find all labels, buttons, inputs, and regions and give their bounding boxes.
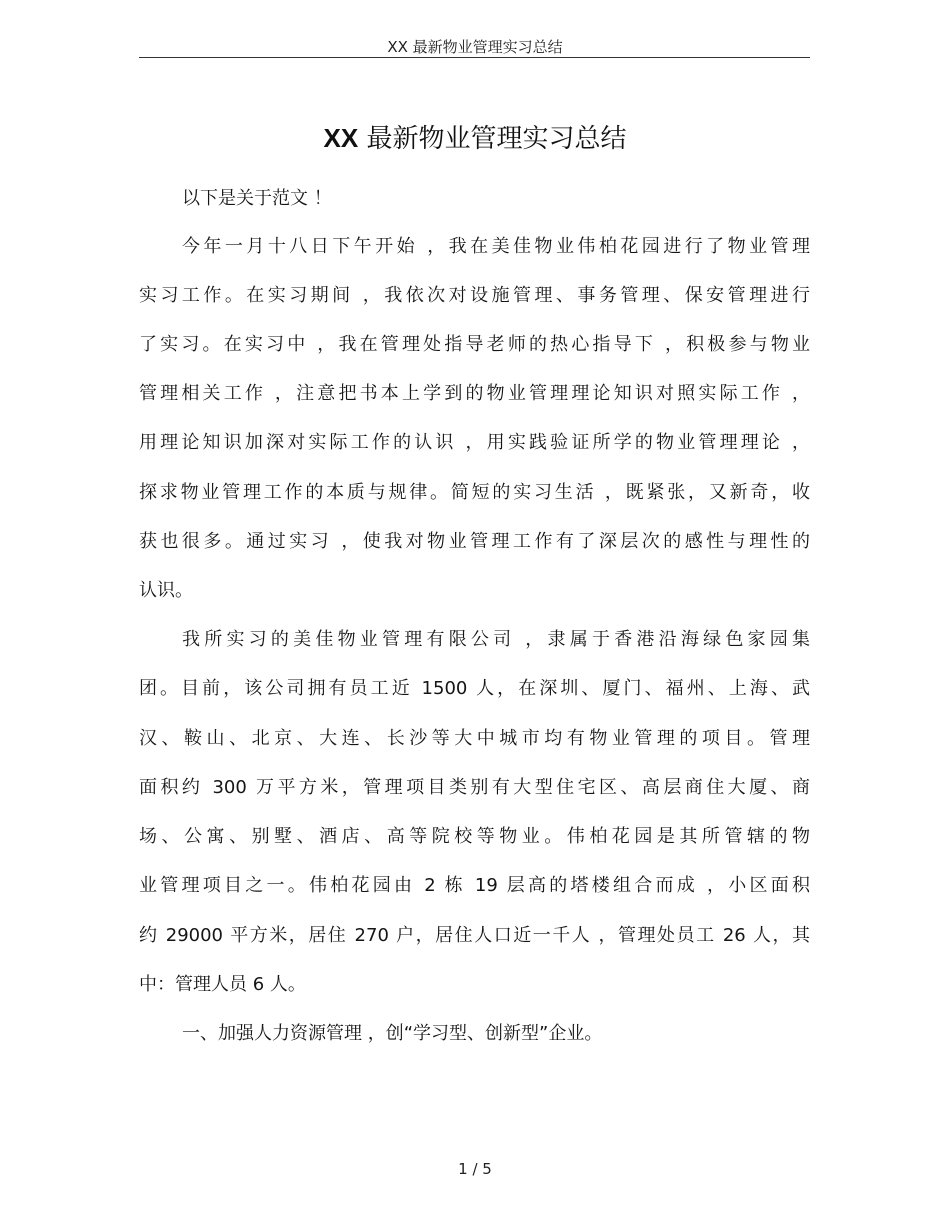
section-heading: 一、加强人力资源管理 ，创“学习型、创新型”企业。 — [182, 1023, 603, 1044]
paragraph-line: 认识。 — [139, 580, 193, 601]
paragraph-line: 管理相关工作 ，注意把书本上学到的物业管理理论知识对照实际工作 ， — [139, 383, 810, 404]
paragraph-line: 场、公寓、别墅、酒店、高等院校等物业。伟柏花园是其所管辖的物 — [139, 826, 810, 847]
paragraph-line: 今年一月十八日下午开始 ，我在美佳物业伟柏花园进行了物业管理 — [182, 236, 810, 257]
title-prefix: XX — [323, 123, 359, 153]
document-title — [0, 120, 950, 157]
title-text: 最新物业管理实习总结 — [358, 124, 627, 154]
paragraph-line: 实习工作。在实习期间 ，我依次对设施管理、事务管理、保安管理进行 — [139, 285, 810, 306]
page-number: 1 / 5 — [458, 1160, 492, 1178]
paragraph-line: 汉、鞍山、北京、大连、长沙等大中城市均有物业管理的项目。管理 — [139, 728, 810, 749]
paragraph-line: 面积约 300 万平方米，管理项目类别有大型住宅区、高层商住大厦、商 — [139, 777, 810, 798]
paragraph-line: 团。目前，该公司拥有员工近 1500 人，在深圳、厦门、福州、上海、武 — [139, 678, 810, 699]
paragraph-line: 约 29000 平方米，居住 270 户，居住人口近一千人 ，管理处员工 26 人，其 — [139, 925, 810, 946]
paragraph-line: 了实习。在实习中 ，我在管理处指导老师的热心指导下 ，积极参与物业 — [139, 334, 810, 355]
header-divider — [139, 57, 810, 58]
paragraph-line: 获也很多。通过实习 ，使我对物业管理工作有了深层次的感性与理性的 — [139, 531, 810, 552]
paragraph-line: 业管理项目之一。伟柏花园由 2 栋 19 层高的塔楼组合而成 ，小区面积 — [139, 875, 810, 896]
paragraph-line: 我所实习的美佳物业管理有限公司 ，隶属于香港沿海绿色家园集 — [182, 629, 810, 650]
paragraph-line: 中：管理人员 6 人。 — [139, 974, 306, 995]
paragraph-line: 用理论知识加深对实际工作的认识 ，用实践验证所学的物业管理理论 ， — [139, 432, 810, 453]
paragraph-line: 以下是关于范文 ！ — [182, 188, 332, 209]
running-header: XX 最新物业管理实习总结 — [387, 38, 563, 56]
paragraph-line: 探求物业管理工作的本质与规律。简短的实习生活 ，既紧张，又新奇，收 — [139, 482, 810, 503]
